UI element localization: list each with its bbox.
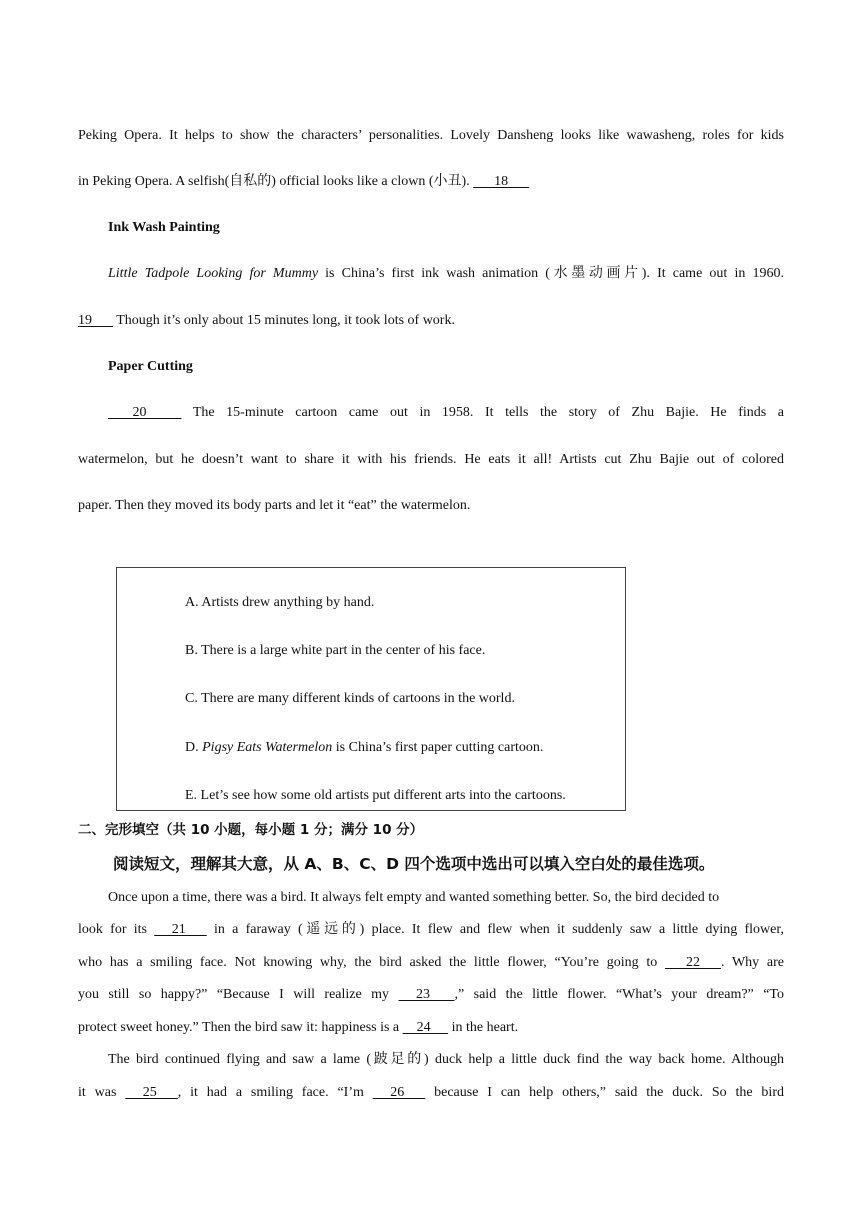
text: in the heart. bbox=[448, 1020, 519, 1035]
option-e: E. Let’s see how some old artists put different arts into the cartoons. bbox=[185, 788, 566, 803]
section-heading-cloze: 二、完形填空（共 10 小题，每小题 1 分；满分 10 分） bbox=[78, 822, 424, 838]
answer-blank-18: 18 bbox=[473, 174, 530, 189]
text: in a faraway (遥远的) place. It flew and flew when it suddenly saw a little dying flower, bbox=[206, 922, 784, 937]
paragraph-line bbox=[108, 403, 784, 423]
option-c: C. There are many different kinds of cartoons in the world. bbox=[185, 691, 515, 706]
answer-blank-23: 23 bbox=[398, 987, 455, 1002]
text: protect sweet honey.” Then the bird saw it: happiness is a bbox=[78, 1020, 403, 1035]
text: because I can help others,” said the duck. So the bird bbox=[425, 1085, 784, 1100]
option-b: B. There is a large white part in the center of his face. bbox=[185, 643, 486, 658]
answer-blank-19: 19 bbox=[78, 313, 113, 328]
paragraph-line bbox=[108, 1050, 784, 1070]
cloze-instruction: 阅读短文，理解其大意，从 A、B、C、D 四个选项中选出可以填入空白处的最佳选项。 bbox=[113, 855, 715, 873]
paragraph-line bbox=[108, 264, 784, 284]
paragraph-line bbox=[78, 985, 784, 1005]
text: is China’s first paper cutting cartoon. bbox=[332, 740, 544, 755]
text: Peking Opera. It helps to show the characters’ personalities. Lovely Dansheng looks like wawasheng, roles for kids bbox=[78, 128, 784, 143]
paragraph-line bbox=[78, 450, 784, 470]
options-box bbox=[116, 567, 626, 811]
paragraph-line bbox=[78, 1018, 784, 1038]
paragraph-line bbox=[78, 172, 784, 192]
paragraph-line bbox=[78, 953, 784, 973]
answer-blank-20: 20 bbox=[108, 405, 182, 420]
text: D. bbox=[185, 740, 203, 755]
answer-blank-22: 22 bbox=[664, 955, 721, 970]
paragraph-line bbox=[78, 496, 784, 516]
paragraph-line bbox=[108, 888, 784, 908]
paragraph-line bbox=[78, 1083, 784, 1103]
text: Though it’s only about 15 minutes long, it took lots of work. bbox=[113, 313, 455, 328]
text: it was bbox=[78, 1085, 126, 1100]
text: , it had a smiling face. “I’m bbox=[177, 1085, 373, 1100]
text: is China’s first ink wash animation (水墨动画片). It came out in 1960. bbox=[318, 266, 784, 281]
text: in Peking Opera. A selfish(自私的) official looks like a clown (小丑). bbox=[78, 174, 470, 189]
cartoon-title: Little Tadpole Looking for Mummy bbox=[108, 266, 319, 281]
answer-blank-26: 26 bbox=[372, 1085, 426, 1100]
option-a: A. Artists drew anything by hand. bbox=[185, 595, 375, 610]
paragraph-line bbox=[78, 311, 784, 331]
text: paper. Then they moved its body parts and let it “eat” the watermelon. bbox=[78, 498, 471, 513]
text: Once upon a time, there was a bird. It always felt empty and wanted something better. So, the bird decided to bbox=[108, 890, 720, 905]
cartoon-title: Pigsy Eats Watermelon bbox=[202, 740, 333, 755]
text: ,” said the little flower. “What’s your dream?” “To bbox=[454, 987, 784, 1002]
text: . Why are bbox=[720, 955, 785, 970]
text: look for its bbox=[78, 922, 155, 937]
text: who has a smiling face. Not knowing why, the bird asked the little flower, “You’re going to bbox=[78, 955, 665, 970]
text: The bird continued flying and saw a lame (跛足的) duck help a little duck find the way back home. Although bbox=[108, 1052, 784, 1067]
text: The 15-minute cartoon came out in 1958. It tells the story of Zhu Bajie. He finds a bbox=[192, 405, 784, 420]
section-heading-ink-wash: Ink Wash Painting bbox=[108, 220, 220, 235]
paragraph-line bbox=[78, 126, 784, 146]
text: you still so happy?” “Because I will realize my bbox=[78, 987, 399, 1002]
answer-blank-21: 21 bbox=[154, 922, 207, 937]
option-d bbox=[185, 738, 543, 758]
paragraph-line bbox=[78, 920, 784, 940]
answer-blank-24: 24 bbox=[402, 1020, 449, 1035]
section-heading-paper-cutting: Paper Cutting bbox=[108, 359, 193, 374]
text: watermelon, but he doesn’t want to share it with his friends. He eats it all! Artists cut Zhu Bajie out of colored bbox=[78, 452, 784, 467]
answer-blank-25: 25 bbox=[125, 1085, 178, 1100]
